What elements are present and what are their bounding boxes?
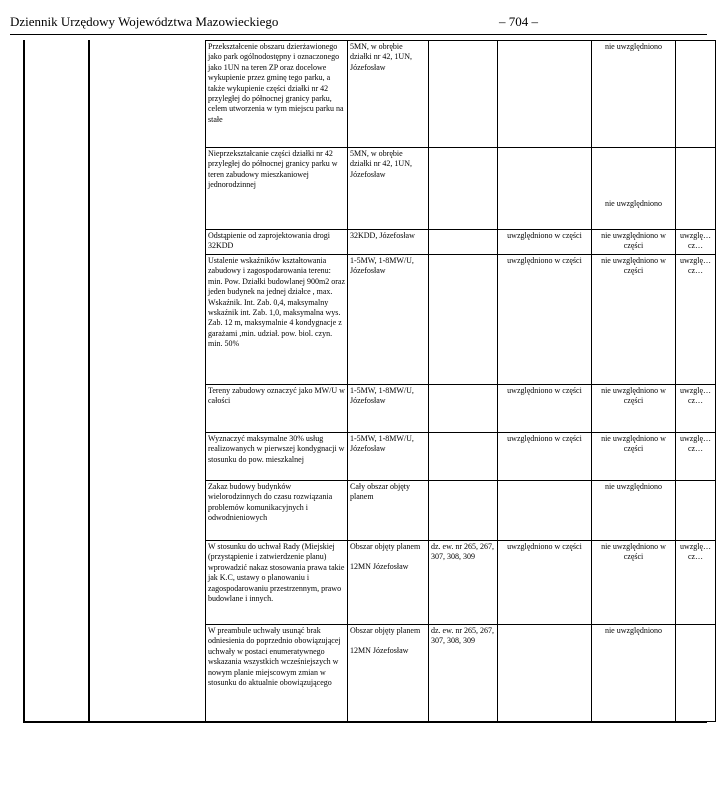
spacer	[350, 552, 426, 562]
page-number: – 704 –	[499, 14, 538, 29]
decision-cell: uwzglę… cz…	[676, 230, 716, 255]
plan-area	[348, 541, 429, 625]
table-row	[206, 41, 716, 148]
table-row	[206, 255, 716, 385]
remark-content: Przekształcenie obszaru dzierżawionego jako park ogólnodostępny i oznaczonego jako 1UN na teren ZP oraz docelowe wykupienie przez gminę tego parku, a także wykupienie części działki nr 42 przyległej do północnej granicy parku, celem utworzenia w tym miejscu parku na stałe	[206, 41, 348, 148]
table-row	[206, 481, 716, 541]
parcel-numbers	[429, 41, 498, 148]
plan-area: 1-5MW, 1-8MW/U, Józefosław	[348, 255, 429, 385]
decision-cell	[676, 481, 716, 541]
column-divider-line	[88, 40, 90, 722]
decision-cell	[498, 148, 592, 230]
decision-cell: nie uwzględniono	[592, 625, 676, 722]
parcel-numbers	[429, 481, 498, 541]
decision-cell: uwzględniono w części	[498, 433, 592, 481]
remark-content: Tereny zabudowy oznaczyć jako MW/U w całości	[206, 385, 348, 433]
journal-title: Dziennik Urzędowy Województwa Mazowieckiego	[10, 14, 279, 29]
parcel-numbers	[429, 433, 498, 481]
decision-cell: uwzględniono w części	[498, 385, 592, 433]
decision-cell: uwzględniono w części	[498, 255, 592, 385]
decision-cell: nie uwzględniono	[592, 481, 676, 541]
plan-area	[348, 625, 429, 722]
decision-cell: uwzglę… cz…	[676, 255, 716, 385]
remark-content: W preambule uchwały usunąć brak odniesienia do poprzednio obowiązującej uchwały w postaci enumeratywnego wskazania wszystkich wcześniejszych w nowym planie miejscowym zmian w stosunku do aktualnie obowiązującego	[206, 625, 348, 722]
table-row	[206, 541, 716, 625]
decision-cell: nie uwzględniono w części	[592, 230, 676, 255]
remark-content: Wyznaczyć maksymalne 30% usług realizowanych w pierwszej kondygnacji w stosunku do pow. mieszkalnej	[206, 433, 348, 481]
decision-cell: nie uwzględniono w części	[592, 385, 676, 433]
plan-area: 1-5MW, 1-8MW/U, Józefosław	[348, 433, 429, 481]
resolution-table	[205, 40, 716, 722]
plan-area: 32KDD, Józefosław	[348, 230, 429, 255]
plan-area-zone: 12MN Józefosław	[350, 646, 409, 656]
parcel-numbers	[429, 385, 498, 433]
parcel-numbers	[429, 148, 498, 230]
decision-cell	[676, 148, 716, 230]
remark-content: Nieprzekształcanie części działki nr 42 przyległej do północnej granicy parku w teren zabudowy mieszkaniowej jednorodzinnej	[206, 148, 348, 230]
table-row	[206, 433, 716, 481]
plan-area-scope: Obszar objęty planem	[350, 542, 421, 551]
decision-cell: uwzglę… cz…	[676, 541, 716, 625]
plan-area: 5MN, w obrębie działki nr 42, 1UN, Józefosław	[348, 148, 429, 230]
parcel-numbers: dz. ew. nr 265, 267, 307, 308, 309	[429, 541, 498, 625]
remark-content: Ustalenie wskaźników kształtowania zabudowy i zagospodarowania terenu: min. Pow. Działki budowlanej 900m2 oraz jeden budynek na jednej działce , max. Wskaźnik. Int. Zab. 0,4, maksymalny wskaźnik int. Zab. 1,0, maksymalna wys. Zab. 12 m, maksymalnie 4 kondygnacje z garażami ,min. udział. pow. biol. czyn. min. 50%	[206, 255, 348, 385]
decision-cell: uwzglę… cz…	[676, 433, 716, 481]
decision-cell	[498, 625, 592, 722]
decision-cell	[498, 41, 592, 148]
decision-cell: uwzględniono w części	[498, 541, 592, 625]
plan-area-zone: 12MN Józefosław	[350, 562, 409, 572]
table-row	[206, 625, 716, 722]
decision-cell: nie uwzględniono	[592, 148, 676, 230]
table-row	[206, 385, 716, 433]
table-row	[206, 230, 716, 255]
plan-area: 5MN, w obrębie działki nr 42, 1UN, Józefosław	[348, 41, 429, 148]
decision-cell: nie uwzględniono w części	[592, 433, 676, 481]
remark-content: Odstąpienie od zaprojektowania drogi 32KDD	[206, 230, 348, 255]
decision-cell	[498, 481, 592, 541]
decision-cell: uwzglę… cz…	[676, 385, 716, 433]
table-row	[206, 148, 716, 230]
plan-area: Cały obszar objęty planem	[348, 481, 429, 541]
spacer	[350, 636, 426, 646]
decision-cell: nie uwzględniono w części	[592, 255, 676, 385]
parcel-numbers: dz. ew. nr 265, 267, 307, 308, 309	[429, 625, 498, 722]
plan-area-scope: Obszar objęty planem	[350, 626, 421, 635]
remark-content: W stosunku do uchwał Rady (Miejskiej (przystąpienie i zatwierdzenie planu) wprowadzić nakaz stosowania prawa takie jak K.C, ustawy o planowaniu i zagospodarowaniu przestrzennym, prawo budowlane i innych.	[206, 541, 348, 625]
decision-cell: nie uwzględniono	[592, 41, 676, 148]
plan-area: 1-5MW, 1-8MW/U, Józefosław	[348, 385, 429, 433]
bottom-rule	[23, 721, 707, 723]
decision-cell	[676, 41, 716, 148]
remark-content: Zakaz budowy budynków wielorodzinnych do czasu rozwiązania problemów komunikacyjnych i odwodnieniowych	[206, 481, 348, 541]
header-rule	[10, 34, 707, 35]
decision-cell: nie uwzględniono w części	[592, 541, 676, 625]
parcel-numbers	[429, 255, 498, 385]
parcel-numbers	[429, 230, 498, 255]
decision-cell	[676, 625, 716, 722]
left-border-line	[23, 40, 25, 722]
decision-cell: uwzględniono w części	[498, 230, 592, 255]
